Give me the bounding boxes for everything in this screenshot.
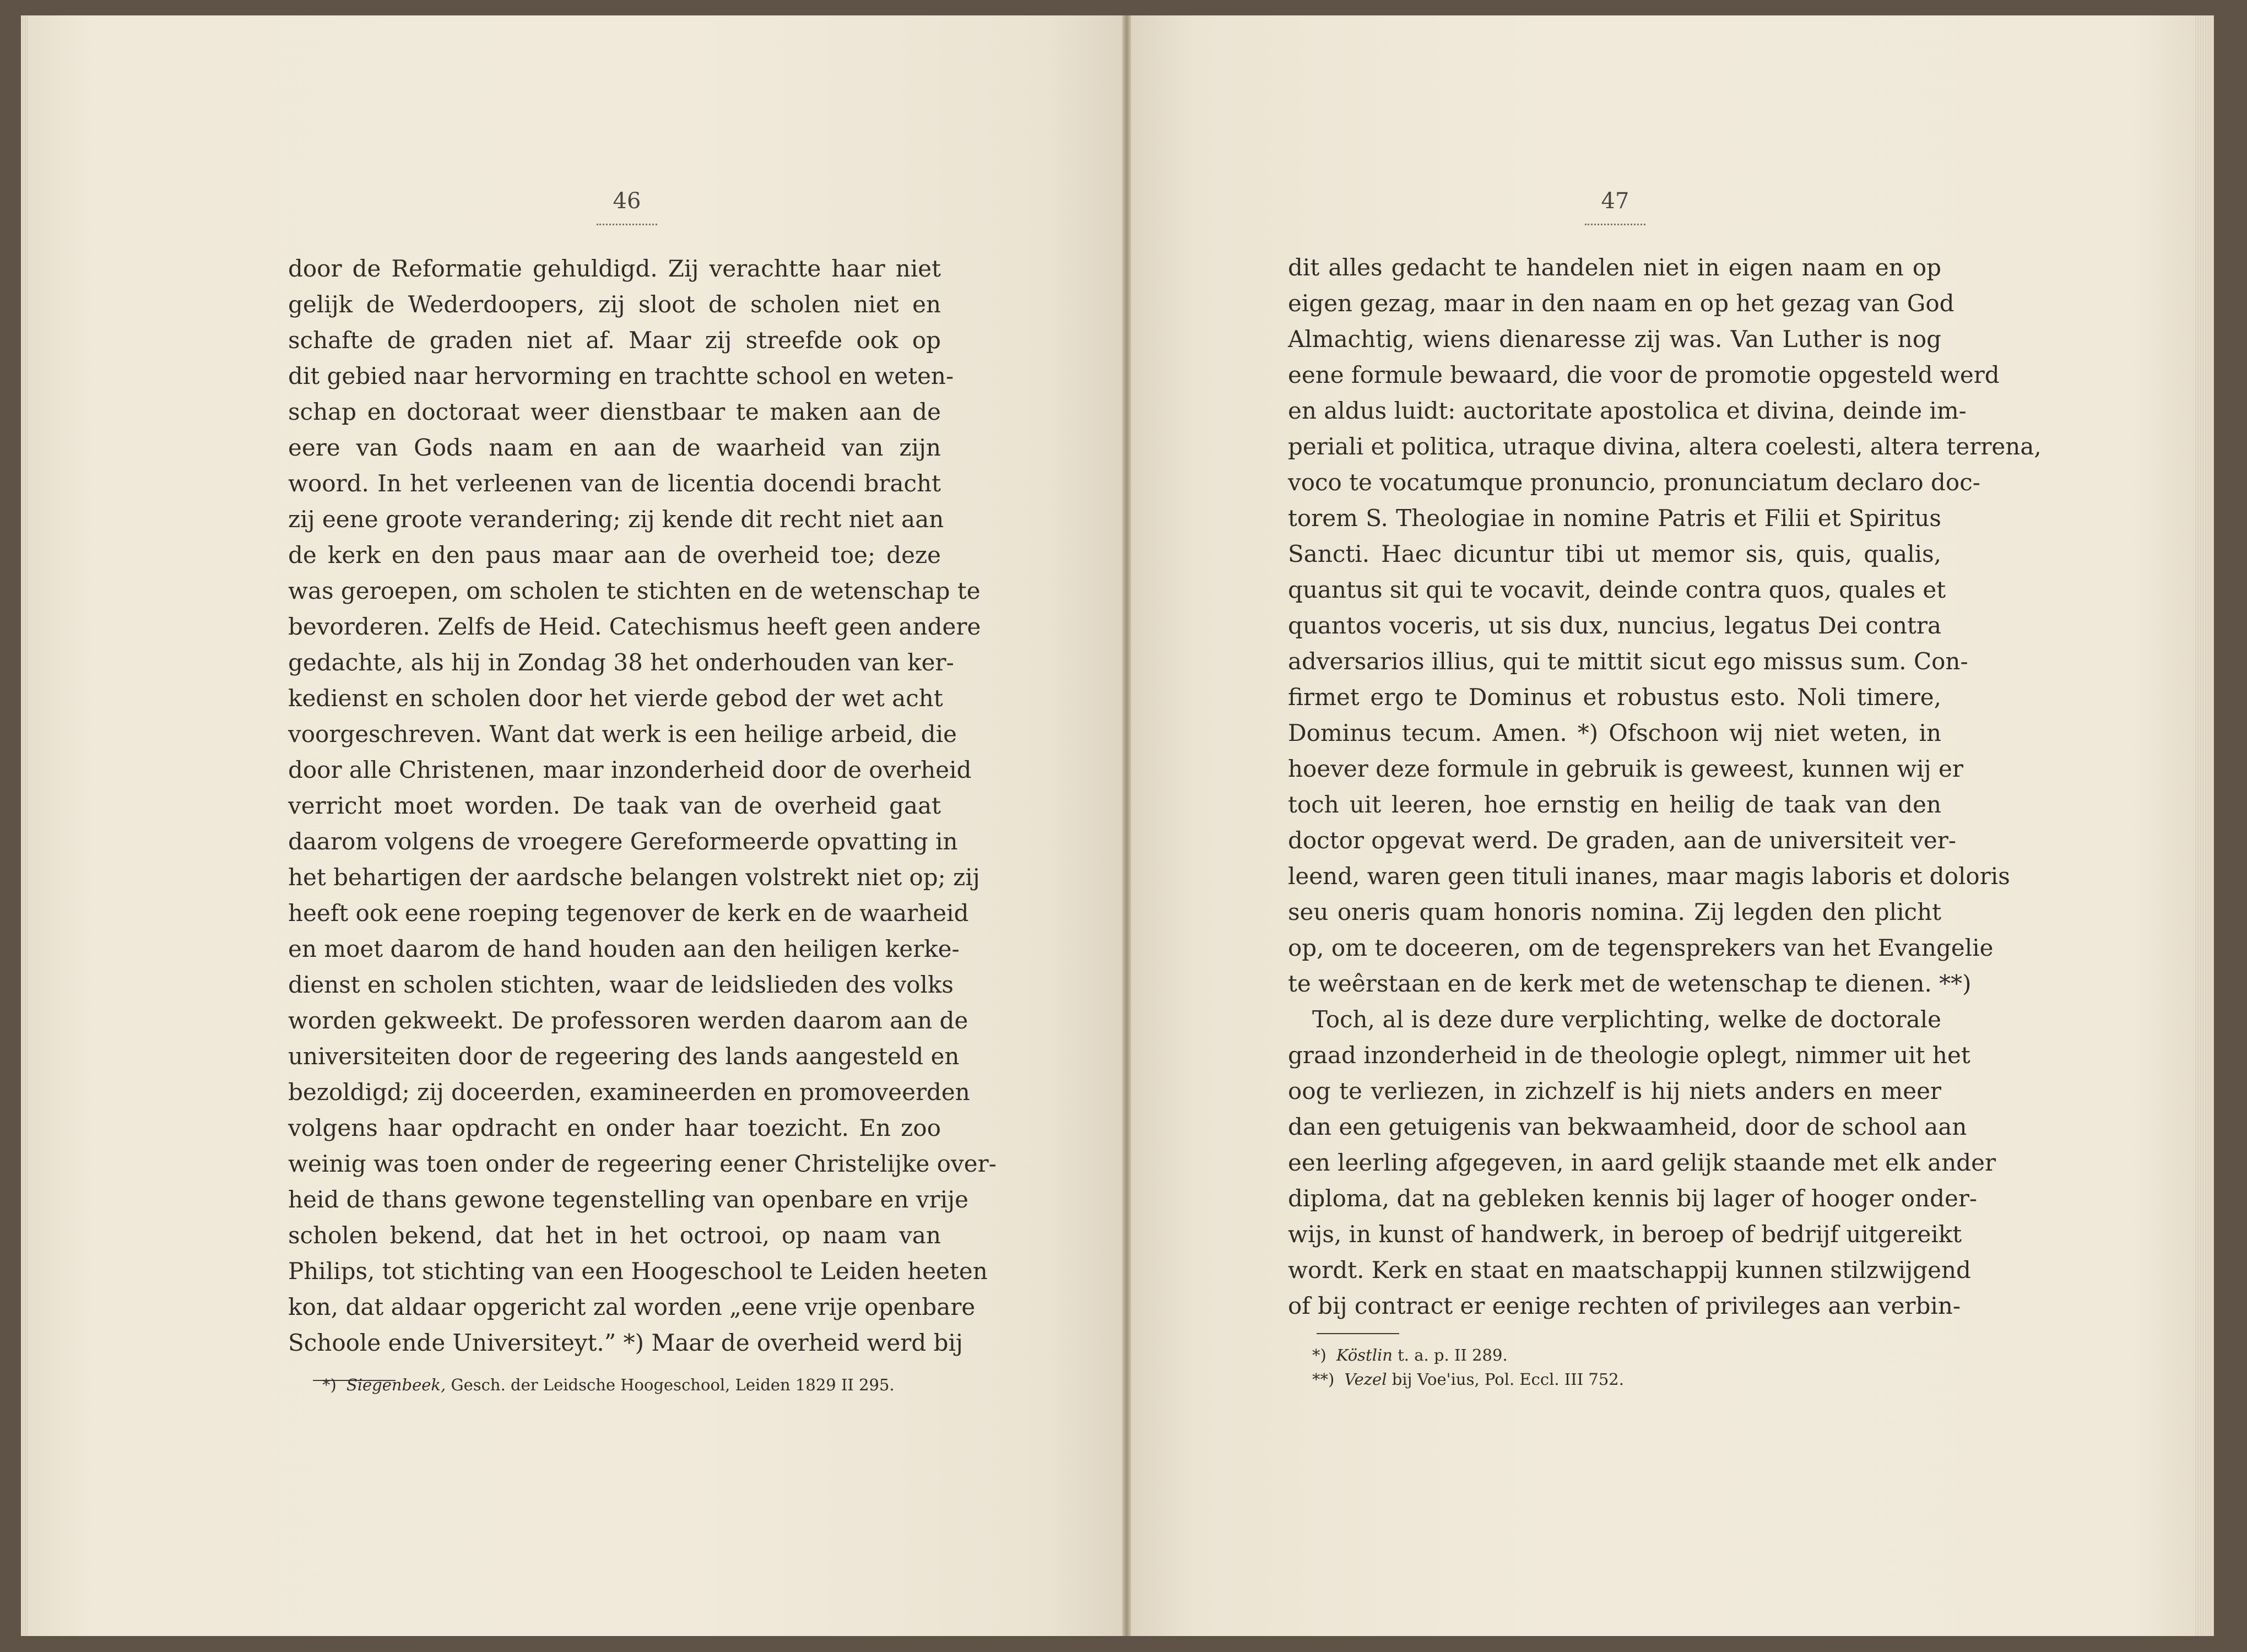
left-page-edges	[21, 15, 29, 1636]
text-line: zij eene groote verandering; zij kende dit recht niet aan	[288, 506, 944, 533]
text-line: Sancti. Haec dicuntur tibi ut memor sis, quis, qualis,	[1288, 540, 1941, 567]
text-line: te weêrstaan en de kerk met de wetenschap te dienen. **)	[1288, 970, 1972, 997]
footnote-rule-right	[1317, 1333, 1399, 1334]
text-line: daarom volgens de vroegere Gereformeerde opvatting in	[288, 828, 958, 855]
text-line: het behartigen der aardsche belangen volstrekt niet op; zij	[288, 864, 980, 891]
text-line: en moet daarom de hand houden aan den heiligen kerke-	[288, 935, 960, 962]
footnote-author: Vezel	[1344, 1370, 1387, 1389]
text-line: kedienst en scholen door het vierde gebod der wet acht	[288, 685, 943, 712]
text-line: bevorderen. Zelfs de Heid. Catechismus heeft geen andere	[288, 613, 981, 640]
text-line: periali et politica, utraque divina, altera coelesti, altera terrena,	[1288, 433, 2042, 460]
text-line: eere van Gods naam en aan de waarheid van zijn	[288, 434, 941, 461]
footnote	[322, 1373, 895, 1397]
right-page-footnotes	[1312, 1343, 1624, 1391]
footnote-mark: *)	[322, 1375, 337, 1394]
text-line: Almachtig, wiens dienaresse zij was. Van Luther is nog	[1288, 326, 1941, 353]
text-line: hoever deze formule in gebruik is geweest, kunnen wij er	[1288, 755, 1963, 782]
text-line: Toch, al is deze dure verplichting, welke de doctorale	[1312, 1006, 1941, 1033]
right-page-body	[1288, 250, 2042, 1324]
text-line: toch uit leeren, hoe ernstig en heilig de taak van den	[1288, 791, 1941, 818]
text-line: de kerk en den paus maar aan de overheid toe; deze	[288, 541, 941, 568]
text-line: Dominus tecum. Amen. *) Ofschoon wij niet weten, in	[1288, 719, 1941, 746]
text-line: graad inzonderheid in de theologie oplegt, nimmer uit het	[1288, 1042, 1970, 1069]
page-number-ornament-left	[597, 218, 657, 225]
text-line: adversarios illius, qui te mittit sicut ego missus sum. Con-	[1288, 648, 1968, 675]
text-line: eene formule bewaard, die voor de promotie opgesteld werd	[1288, 361, 2000, 388]
text-line: wijs, in kunst of handwerk, in beroep of bedrijf uitgereikt	[1288, 1221, 1962, 1248]
text-line: was geroepen, om scholen te stichten en de wetenschap te	[288, 577, 981, 604]
text-line: Philips, tot stichting van een Hoogeschool te Leiden heeten	[288, 1258, 988, 1285]
page-number-right: 47	[1601, 188, 1629, 214]
text-line: leend, waren geen tituli inanes, maar magis laboris et doloris	[1288, 863, 2010, 890]
text-line: of bij contract er eenige rechten of privileges aan verbin-	[1288, 1292, 1961, 1319]
text-line: schafte de graden niet af. Maar zij streefde ook op	[288, 327, 941, 354]
text-line: dit gebied naar hervorming en trachtte school en weten-	[288, 362, 954, 389]
text-line: quantus sit qui te vocavit, deinde contra quos, quales et	[1288, 576, 1946, 603]
text-line: quantos voceris, ut sis dux, nuncius, legatus Dei contra	[1288, 612, 1941, 639]
text-line: torem S. Theologiae in nomine Patris et Filii et Spiritus	[1288, 505, 1941, 532]
text-line: worden gekweekt. De professoren werden daarom aan de	[288, 1007, 968, 1034]
footnote-mark: **)	[1312, 1370, 1335, 1389]
footnote-mark: *)	[1312, 1346, 1326, 1364]
footnote	[1312, 1367, 1624, 1391]
text-line: woord. In het verleenen van de licentia docendi bracht	[288, 470, 941, 497]
text-line: heeft ook eene roeping tegenover de kerk en de waarheid	[288, 900, 969, 927]
text-line: voco te vocatumque pronuncio, pronunciatum declaro doc-	[1288, 469, 1980, 496]
book-gutter	[1122, 15, 1131, 1636]
text-line: schap en doctoraat weer dienstbaar te maken aan de	[288, 398, 941, 425]
text-line: dan een getuigenis van bekwaamheid, door de school aan	[1288, 1113, 1967, 1140]
text-line: firmet ergo te Dominus et robustus esto. Noli timere,	[1288, 684, 1941, 711]
text-line: verricht moet worden. De taak van de overheid gaat	[288, 792, 941, 819]
footnote-author: Köstlin	[1336, 1346, 1393, 1364]
footnote-text: Gesch. der Leidsche Hoogeschool, Leiden 1829 II 295.	[451, 1375, 895, 1394]
text-line: weinig was toen onder de regeering eener Christelijke over-	[288, 1150, 997, 1177]
text-line: een leerling afgegeven, in aard gelijk staande met elk ander	[1288, 1149, 1996, 1176]
text-line: heid de thans gewone tegenstelling van openbare en vrije	[288, 1186, 969, 1213]
text-line: eigen gezag, maar in den naam en op het gezag van God	[1288, 290, 1954, 317]
text-line: door de Reformatie gehuldigd. Zij verachtte haar niet	[288, 255, 941, 282]
text-line: en aldus luidt: auctoritate apostolica et divina, deinde im-	[1288, 397, 1967, 424]
text-line: kon, dat aldaar opgericht zal worden „eene vrije openbare	[288, 1293, 976, 1320]
text-line: wordt. Kerk en staat en maatschappij kunnen stilzwijgend	[1288, 1256, 1971, 1283]
page-number-ornament-right	[1585, 218, 1645, 225]
text-line: universiteiten door de regeering des lands aangesteld en	[288, 1043, 960, 1070]
text-line: Schoole ende Universiteyt.” *) Maar de overheid werd bij	[288, 1329, 963, 1356]
footnote-author: Siegenbeek,	[346, 1375, 446, 1394]
text-line: dienst en scholen stichten, waar de leidslieden des volks	[288, 971, 954, 998]
text-line: scholen bekend, dat het in het octrooi, op naam van	[288, 1222, 941, 1249]
footnote-text: bij Voe'ius, Pol. Eccl. III 752.	[1391, 1370, 1624, 1389]
left-page-footnotes	[322, 1373, 895, 1397]
text-line: gedachte, als hij in Zondag 38 het onderhouden van ker-	[288, 649, 954, 676]
page-number-left: 46	[613, 188, 641, 214]
text-line: door alle Christenen, maar inzonderheid door de overheid	[288, 756, 972, 783]
text-line: bezoldigd; zij doceerden, examineerden en promoveerden	[288, 1079, 970, 1106]
text-line: gelijk de Wederdoopers, zij sloot de scholen niet en	[288, 291, 941, 318]
text-line: oog te verliezen, in zichzelf is hij niets anders en meer	[1288, 1077, 1941, 1104]
text-line: voorgeschreven. Want dat werk is een heilige arbeid, die	[288, 721, 957, 748]
text-line: volgens haar opdracht en onder haar toezicht. En zoo	[288, 1114, 941, 1141]
footnote	[1312, 1343, 1624, 1367]
left-page-body	[288, 251, 997, 1361]
text-line: diploma, dat na gebleken kennis bij lager of hooger onder-	[1288, 1185, 1978, 1212]
text-line: op, om te doceeren, om de tegensprekers van het Evangelie	[1288, 934, 1994, 961]
text-line: dit alles gedacht te handelen niet in eigen naam en op	[1288, 254, 1941, 281]
right-page-edges	[2194, 15, 2214, 1636]
footnote-text: t. a. p. II 289.	[1398, 1346, 1508, 1364]
text-line: doctor opgevat werd. De graden, aan de universiteit ver-	[1288, 827, 1957, 854]
text-line: seu oneris quam honoris nomina. Zij legden den plicht	[1288, 898, 1941, 925]
